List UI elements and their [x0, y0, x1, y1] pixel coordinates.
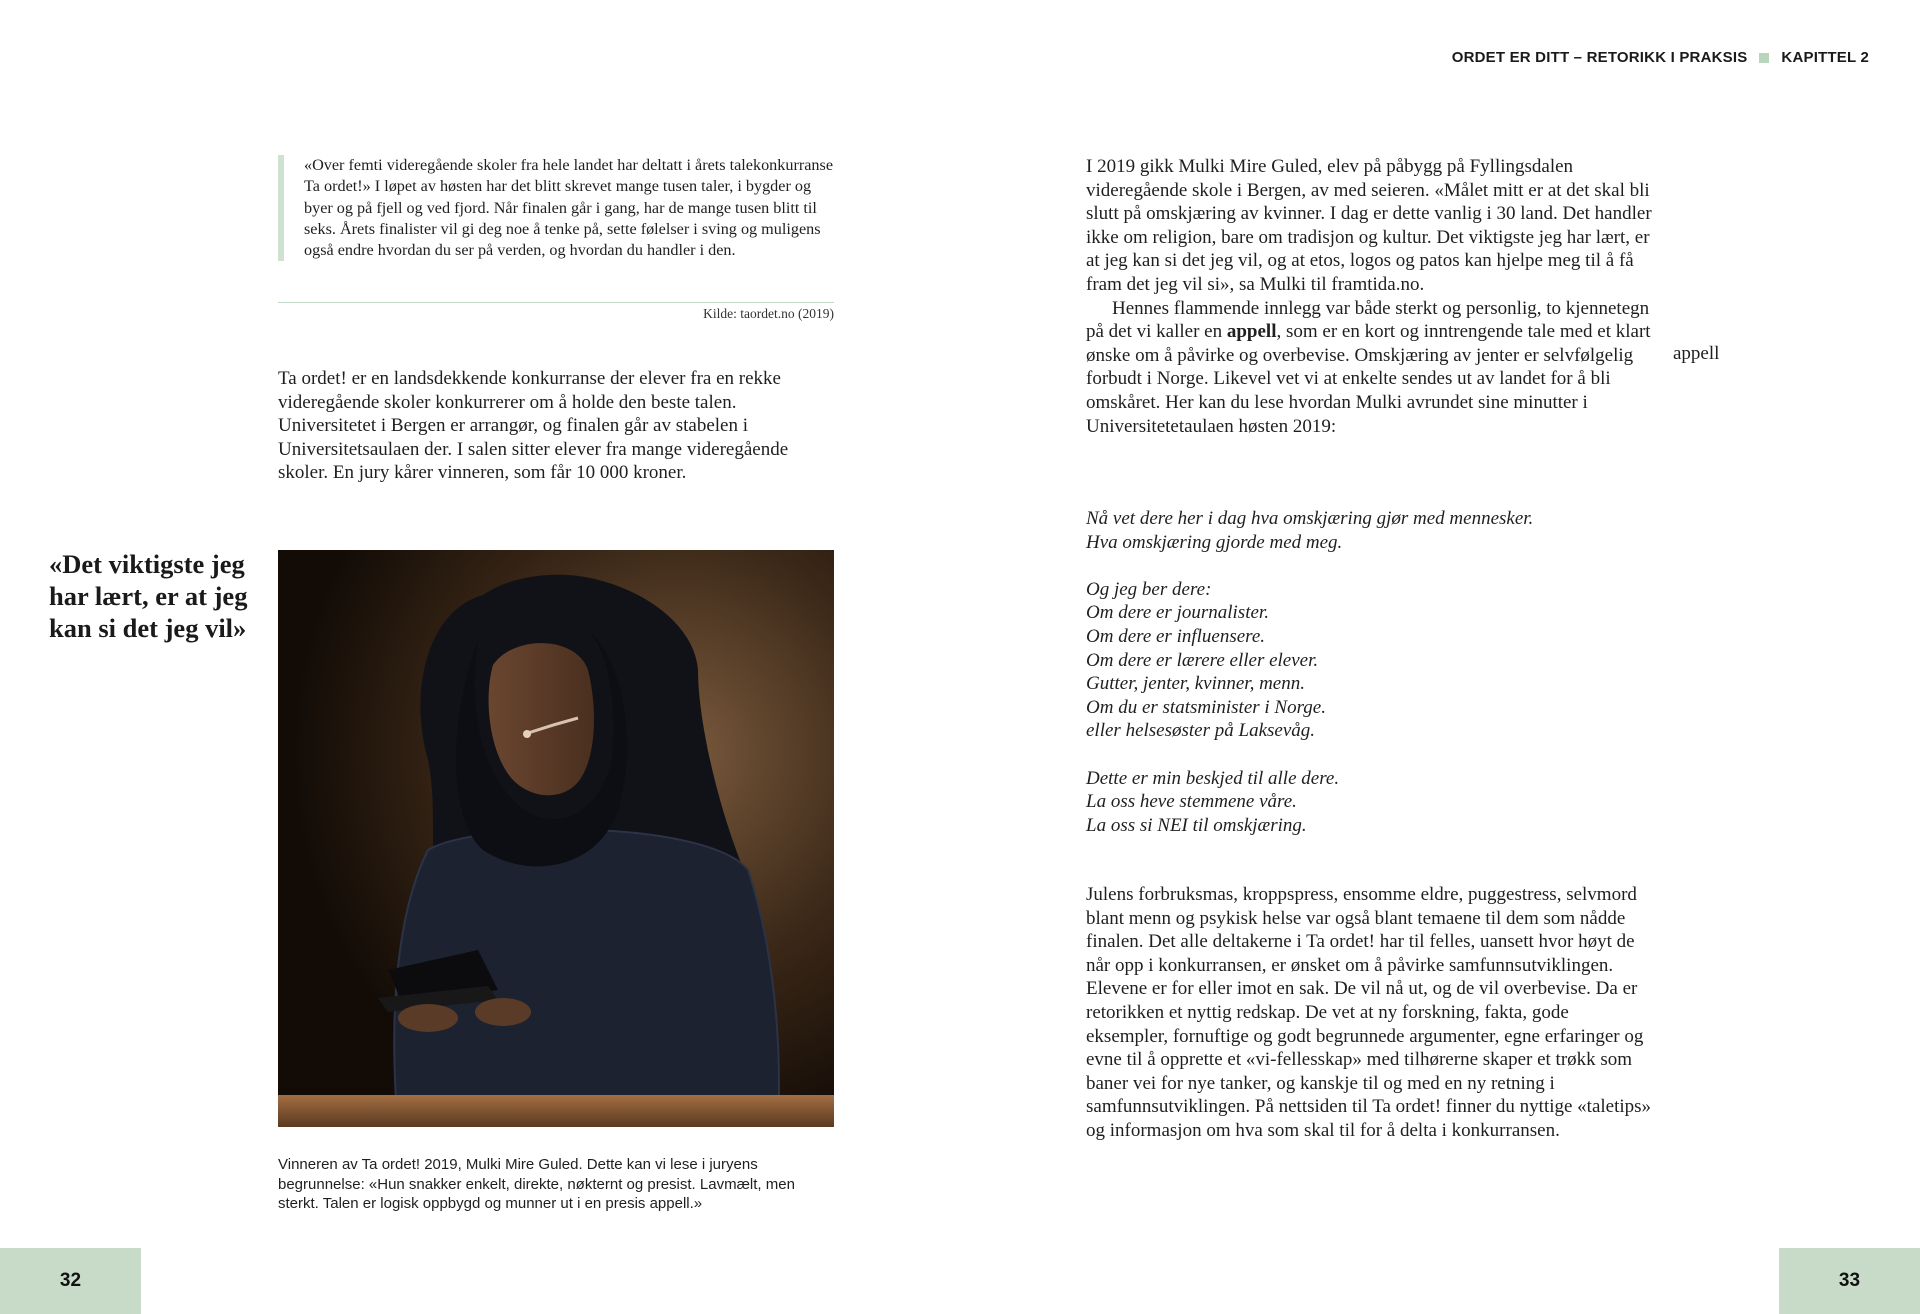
speech-line: Og jeg ber dere:: [1086, 578, 1212, 600]
speech-stanza-3: [1086, 767, 1652, 838]
quote-divider: [278, 302, 834, 303]
speech-line: Om dere er journalister.: [1086, 602, 1269, 624]
speech-line: Om du er statsminister i Norge.: [1086, 696, 1326, 718]
speech-line: Dette er min beskjed til alle dere.: [1086, 767, 1340, 789]
intro-paragraph-text: Ta ordet! er en landsdekkende konkurranse der elever fra en rekke videregående skoler konkurrerer om å holde den beste talen. Universitetet i Bergen er arrangør, og finalen går av stabelen i Universitetsaulaen der. I salen sitter elever fra mange videregående skoler. En jury kårer vinneren, som får 10 000 kroner.: [278, 368, 789, 484]
speech-line: Om dere er influensere.: [1086, 625, 1266, 647]
paragraph-2: [1086, 297, 1652, 439]
paragraph-2-after: , som er en kort og inntrengende tale med et klart ønske om å påvirke og overbevise. Omskjæring av jenter er selvfølgelig forbudt i Norge. Likevel vet vi at enkelte sendes ut av landet for å bli omskåret. Her kan du lese hvordan Mulki avrundet sine minutter i Universitetetaulaen høsten 2019:: [1086, 321, 1651, 437]
speech-line: Gutter, jenter, kvinner, menn.: [1086, 673, 1305, 695]
paragraph-2-before: Hennes flammende innlegg var både sterkt og personlig, to kjennetegn på det vi kaller en: [1086, 297, 1650, 343]
pull-quote: «Det viktigste jeg har lært, er at jeg kan si det jeg vil»: [49, 549, 248, 643]
speech-line: La oss si NEI til omskjæring.: [1086, 814, 1307, 836]
paragraph-1: I 2019 gikk Mulki Mire Guled, elev på påbygg på Fyllingsdalen videregående skole i Bergen, av med seieren. «Målet mitt er at det skal bli slutt på omskjæring av kvinner. I dag er dette vanlig i 30 land. Det handler ikke om religion, bare om tradisjon og kultur. Det viktigste jeg har lært, er at jeg kan si det jeg vil, og at etos, logos og patos kan hjelpe meg til å få fram det jeg vil si», sa Mulki til framtida.no.: [1086, 156, 1652, 295]
speech-stanza-1: [1086, 507, 1652, 554]
intro-paragraph: [278, 367, 818, 485]
speech-line: Nå vet dere her i dag hva omskjæring gjør med mennesker.: [1086, 508, 1534, 529]
chapter-label: KAPITTEL 2: [1781, 49, 1869, 66]
margin-term: appell: [1673, 343, 1720, 364]
page-number-right: 33: [1779, 1248, 1920, 1314]
book-title: ORDET ER DITT – RETORIKK I PRAKSIS: [1451, 49, 1748, 66]
speech-line: eller helsesøster på Laksevåg.: [1086, 720, 1316, 742]
speaker-photo: [278, 550, 834, 1127]
speech-line: Hva omskjæring gjorde med meg.: [1086, 531, 1343, 553]
intro-quote-text: «Over femti videregående skoler fra hele landet har deltatt i årets talekonkurranse Ta ordet!» I løpet av høsten har det blitt skrevet mange tusen taler, i bygder og byer og på fjell og ved fjord. Når finalen går i gang, har de mange tusen blitt til seks. Årets finalister vil gi deg noe å tenke på, sette følelser i sving og muligens også endre hvordan du ser på verden, og hvordan du handler i den.: [304, 156, 834, 260]
speech-stanza-2: [1086, 578, 1652, 743]
speech-line: Om dere er lærere eller elever.: [1086, 649, 1319, 671]
paragraph-3: Julens forbruksmas, kroppspress, ensomme eldre, puggestress, selvmord blant menn og psykisk helse var også blant temaene til dem som nådde finalen. Det alle deltakerne i Ta ordet! har til felles, uansett hvor høyt de når opp i konkurransen, er ønsket om å påvirke samfunnsutviklingen. Elevene er for eller imot en sak. De vil nå ut, og de vil overbevise. Da er retorikken et nyttig redskap. De vet at ny forskning, fakta, gode eksempler, fornuftige og godt begrunnede argumenter, egne erfaringer og evne til å opprette et «vi-fellesskap» med tilhørerne skaper et trøkk som baner vei for nye tanker, og kanskje til og med en ny retning i samfunnsutviklingen. På nettsiden til Ta ordet! finner du nyttige «taletips» og informasjon om hva som skal til for å delta i konkurransen.: [1086, 884, 1652, 1141]
speech-excerpt: [1086, 507, 1652, 861]
quote-source: Kilde: taordet.no (2019): [703, 306, 834, 321]
intro-quote-box: [278, 155, 834, 261]
running-header: [1452, 49, 1869, 66]
speech-line: La oss heve stemmene våre.: [1086, 791, 1297, 813]
right-column-top: [1086, 155, 1652, 438]
term-appell: appell: [1226, 321, 1277, 343]
photo-caption: Vinneren av Ta ordet! 2019, Mulki Mire Guled. Dette kan vi lese i juryens begrunnelse: «Hun snakker enkelt, direkte, nøkternt og presist. Lavmælt, men sterkt. Talen er logisk oppbygd og munner ut i en presis appell.»: [278, 1156, 795, 1212]
page-number-left: 32: [0, 1248, 141, 1314]
right-column-bottom: [1086, 883, 1652, 1143]
square-bullet-icon: [1759, 53, 1769, 63]
